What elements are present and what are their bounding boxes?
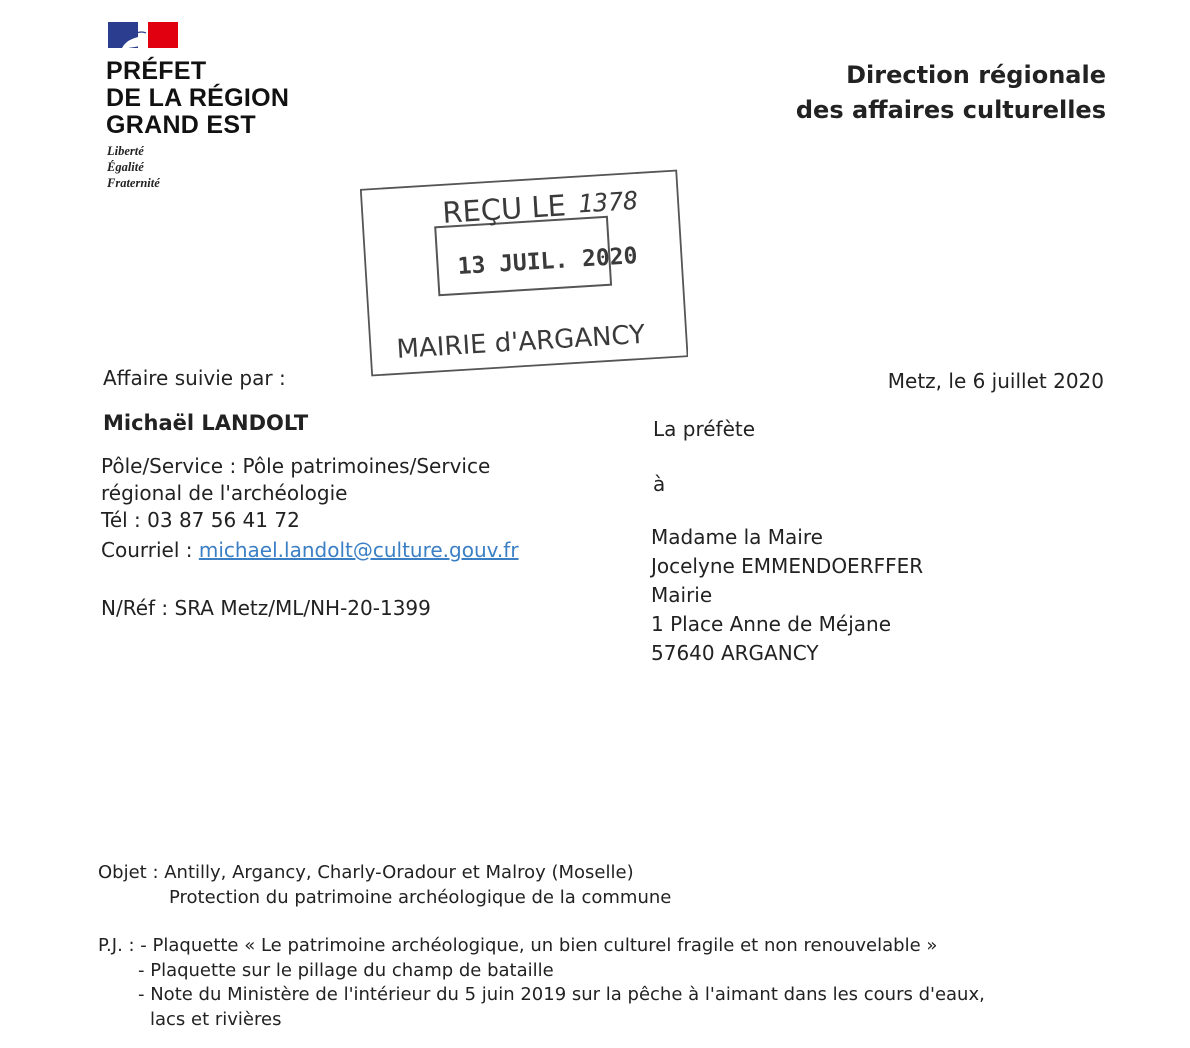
letter-date: Metz, le 6 juillet 2020 (887, 369, 1104, 393)
affaire-label: Affaire suivie par : (103, 366, 286, 390)
email-link[interactable]: michael.landolt@culture.gouv.fr (198, 538, 519, 562)
recipient-address (651, 523, 923, 668)
devise-egalite: Égalité (107, 160, 144, 174)
recipient-line-1: Madame la Maire (651, 525, 823, 549)
recipient-line-4: 1 Place Anne de Méjane (651, 612, 892, 636)
pj-line-4: lacs et rivières (150, 1008, 282, 1030)
devise-liberte: Liberté (107, 144, 144, 158)
direction-line-1: Direction régionale (846, 61, 1106, 89)
to-word: à (653, 472, 666, 496)
prefet-line-3: GRAND EST (106, 111, 256, 139)
devise-fraternite: Fraternité (107, 176, 160, 190)
prefet-title (106, 58, 289, 139)
recipient-line-2: Jocelyne EMMENDOERFFER (651, 554, 924, 578)
email-line (101, 536, 519, 564)
stamp-date: 13 JUIL. 2020 (456, 243, 639, 281)
pj-line-3: - Note du Ministère de l'intérieur du 5 juin 2019 sur la pêche à l'aimant dans les cours d'eaux, (138, 984, 985, 1005)
pj-line-2: - Plaquette sur le pillage du champ de bataille (138, 959, 554, 981)
sender: La préfète (653, 417, 756, 441)
objet-block (98, 860, 671, 910)
stamp-recu: REÇU LE (441, 188, 567, 230)
agent-name: Michaël LANDOLT (103, 411, 309, 435)
stamp-number: 1378 (577, 185, 640, 219)
objet-line-1: Objet : Antilly, Argancy, Charly-Oradour et Malroy (Moselle) (98, 862, 634, 883)
devise (107, 143, 160, 191)
email-label: Courriel : (101, 538, 199, 562)
phone-line: Tél : 03 87 56 41 72 (101, 508, 300, 532)
received-stamp (360, 160, 688, 380)
prefet-line-1: PRÉFET (106, 57, 207, 85)
stamp-mairie: MAIRIE d'ARGANCY (395, 319, 646, 365)
reference-line: N/Réf : SRA Metz/ML/NH-20-1399 (101, 596, 431, 620)
objet-line-2: Protection du patrimoine archéologique de la commune (169, 887, 672, 908)
recipient-line-5: 57640 ARGANCY (651, 641, 819, 665)
prefet-line-2: DE LA RÉGION (106, 84, 290, 112)
direction-title (796, 58, 1106, 128)
pj-block (98, 934, 985, 1032)
recipient-line-3: Mairie (651, 583, 713, 607)
direction-line-2: des affaires culturelles (795, 96, 1106, 124)
marianne-logo (108, 22, 178, 48)
service-line: Pôle/Service : Pôle patrimoines/Service régional de l'archéologie (101, 454, 491, 505)
pj-line-1: P.J. : - Plaquette « Le patrimoine archéologique, un bien culturel fragile et non renouvelable » (98, 935, 938, 956)
